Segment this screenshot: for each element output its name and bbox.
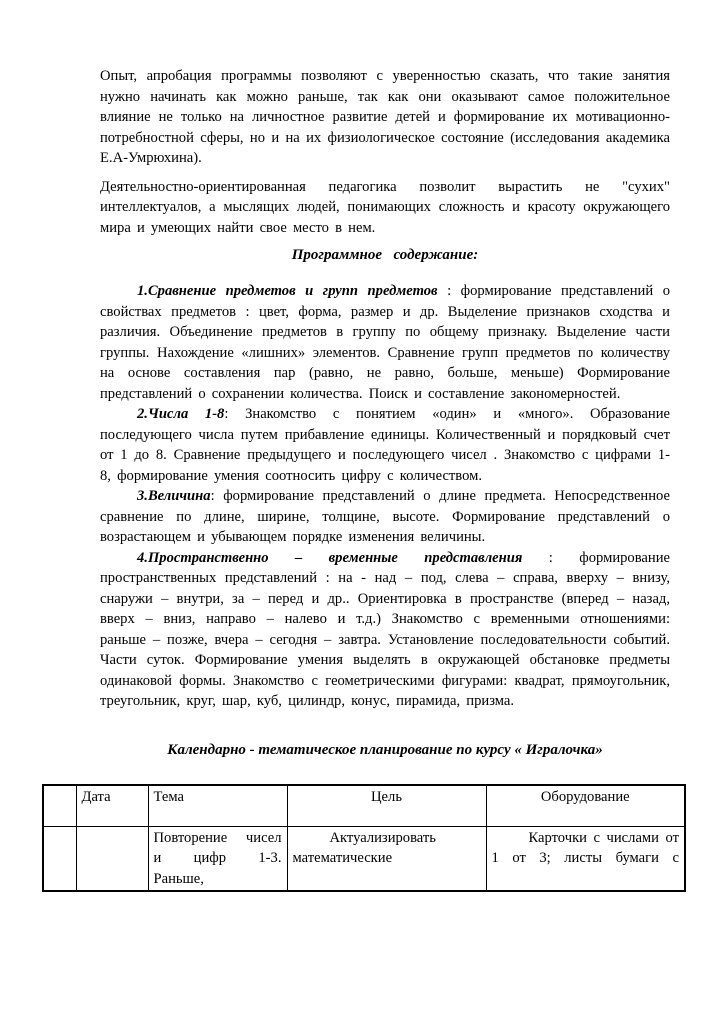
header-cell-goal: Цель (287, 785, 486, 827)
section-spatial-temporal-title: 4.Пространственно – временные представления (137, 549, 523, 566)
calendar-planning-title: Календарно - тематическое планирование по курсу « Игралочка» (167, 741, 603, 758)
section-comparison (100, 281, 670, 404)
section-comparison-title: 1.Сравнение предметов и групп предметов (137, 283, 438, 299)
paragraph-experience: Опыт, апробация программы позволяют с уверенностью сказать, что такие занятия нужно начинать как можно раньше, так как они оказывают самое положительное влияние не только на личностное развитие детей и формирование их мотивационно-потребностной сферы, но и на их физиологическое состояние (исследования академика Е.А-Умрюхина). (100, 68, 670, 166)
section-magnitude (100, 486, 670, 548)
cell-equipment: Карточки с числами от 1 от 3; листы бумаги с (486, 826, 685, 891)
cell-topic: Повторение чисел и цифр 1-3. Раньше, (148, 826, 287, 891)
header-cell-topic: Тема (148, 785, 287, 827)
section-comparison-text: : формирование представлений о свойствах предметов : цвет, форма, размер и др. Выделение признаков сходства и различия. Объединение предметов в группу по общему признаку. Выделение части группы. Нахождение «лишних» элементов. Сравнение групп предметов по количеству на основе составления пар (равно, не равно, больше, меньше) Формирование представлений о сохранении количества. Поиск и составление закономерностей. (100, 283, 670, 402)
table-row-lesson-1 (43, 826, 685, 891)
header-cell-date: Дата (76, 785, 148, 827)
section-spatial-temporal-text: : формирование пространственных представлений : на - над – под, слева – справа, вверху – внизу, снаружи – внутри, за – перед и др.. Ориентировка в пространстве (вперед – назад, вверх – вниз, направо – налево и т.д.) Знакомство с временными отношениями: раньше – позже, вчера – сегодня – завтра. Установление последовательности событий. Части суток. Формирование умения выделять в окружающей обстановке предметы одинаковой формы. Знакомство с геометрическими фигурами: квадрат, прямоугольник, треугольник, круг, шар, куб, цилиндр, конус, пирамида, призма. (100, 549, 671, 709)
cell-number (43, 826, 76, 891)
section-magnitude-title: 3.Величина (137, 488, 211, 504)
section-magnitude-text: : формирование представлений о длине предмета. Непосредственное сравнение по длине, ширине, толщине, высоте. Формирование представлений о возрастающем и убывающем порядке изменения величины. (100, 488, 670, 545)
cell-date (76, 826, 148, 891)
section-spatial-temporal (100, 548, 670, 712)
cell-goal: Актуализировать математические (287, 826, 486, 891)
table-header-row (43, 785, 685, 827)
header-cell-equipment: Оборудование (486, 785, 685, 827)
section-numbers (100, 404, 670, 486)
program-content-heading: Программное содержание: (291, 247, 479, 263)
header-cell-number (43, 785, 76, 827)
section-numbers-text: : Знакомство с понятием «один» и «много». Образование последующего числа путем прибавление единицы. Количественный и порядковый счет от 1 до 8. Сравнение предыдущего и последующего чисел . Знакомство с цифрами 1-8, формирование умения соотносить цифру с количеством. (100, 406, 670, 484)
document-content (81, 66, 679, 892)
paragraph-pedagogy: Деятельностно-ориентированная педагогика позволит вырастить не "сухих" интеллектуалов, а мыслящих людей, понимающих сложность и красоту окружающего мира и умеющих найти свое место в нем. (100, 178, 670, 236)
planning-table (42, 784, 686, 893)
section-numbers-title: 2.Числа 1-8 (137, 406, 225, 422)
